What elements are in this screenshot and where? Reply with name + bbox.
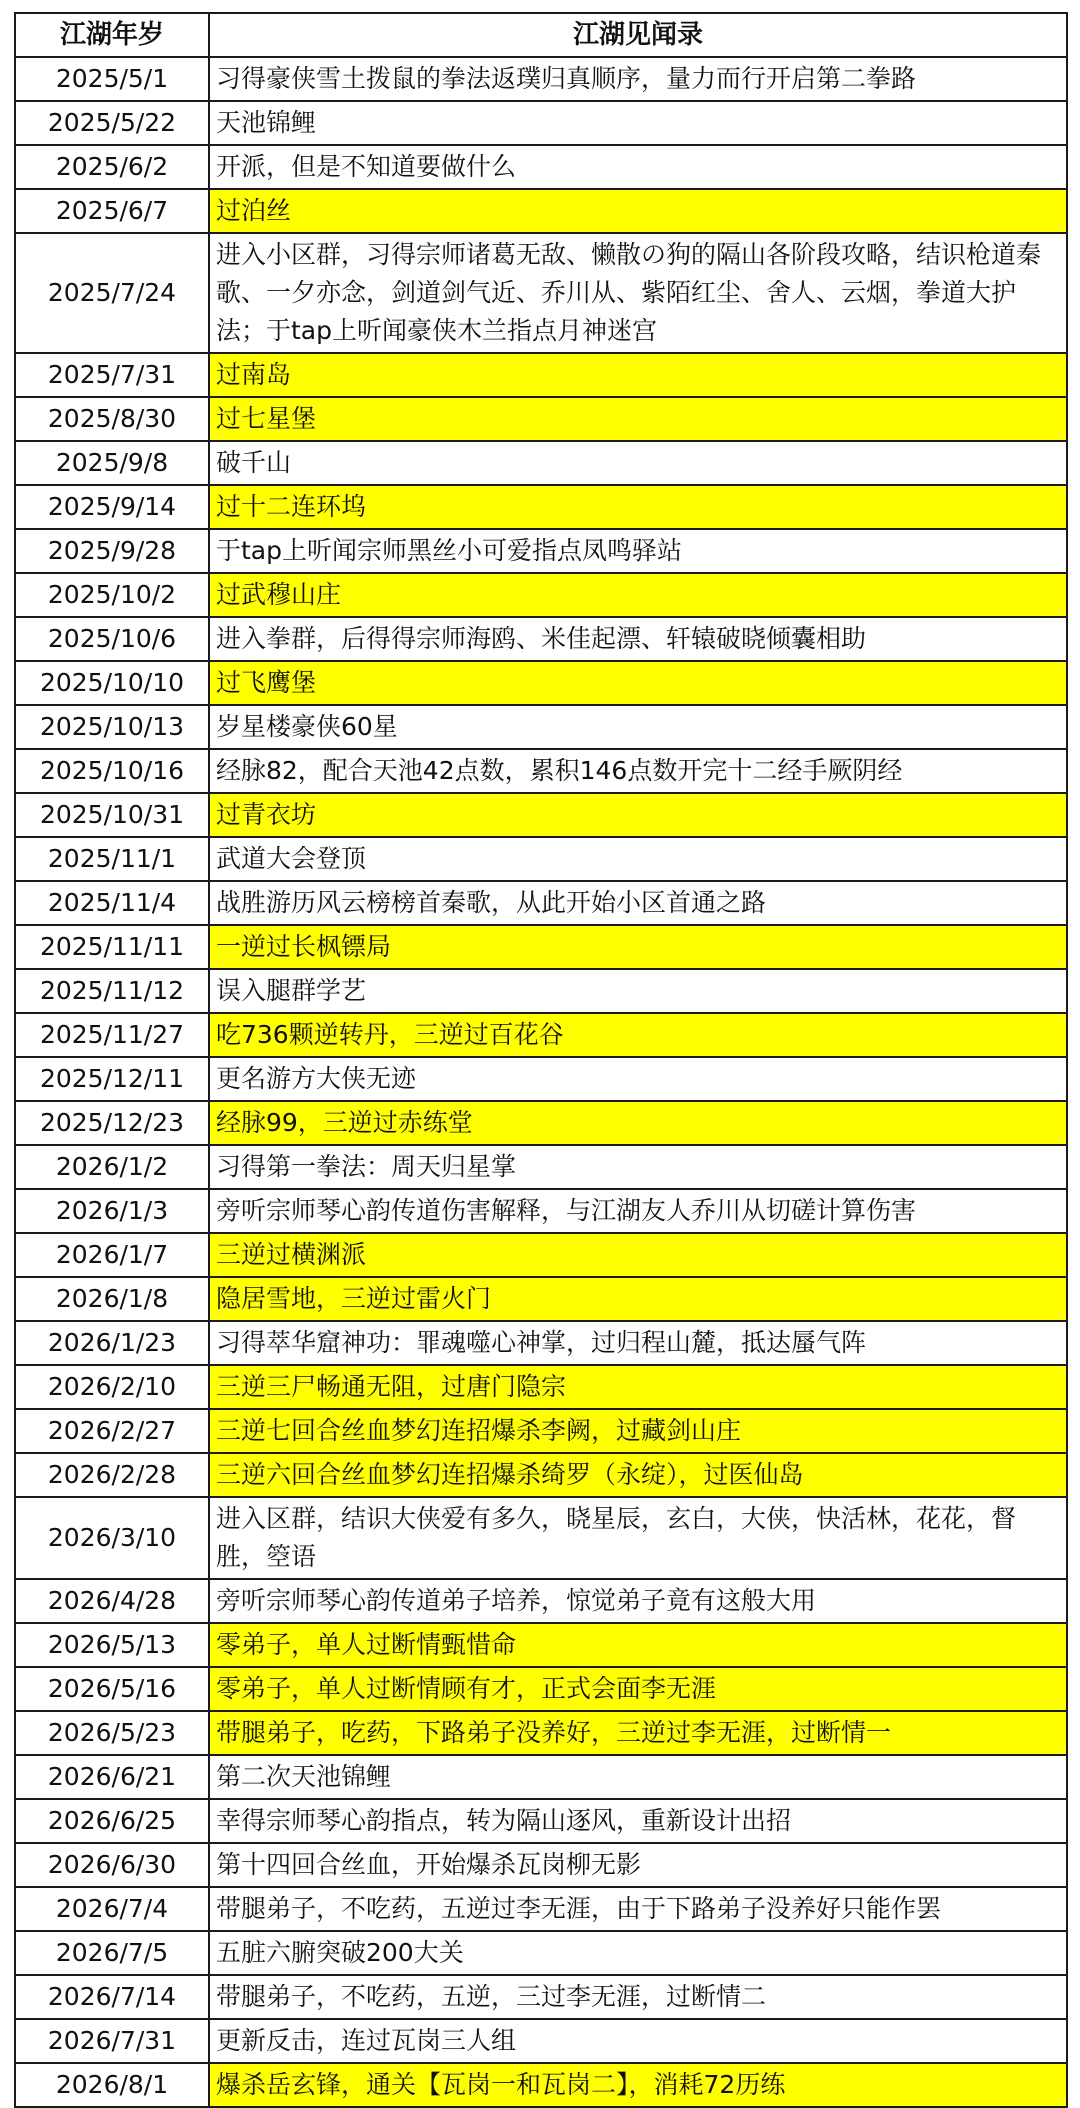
row-record: 习得萃华窟神功：罪魂噬心神掌，过归程山麓，抵达蜃气阵 bbox=[209, 1321, 1067, 1365]
table-row bbox=[15, 2063, 1067, 2107]
table-row bbox=[15, 881, 1067, 925]
table-row bbox=[15, 529, 1067, 573]
table-row bbox=[15, 1013, 1067, 1057]
record-table-container bbox=[14, 12, 1066, 2108]
table-row bbox=[15, 661, 1067, 705]
row-record-highlighted: 爆杀岳玄锋，通关【瓦岗一和瓦岗二】，消耗72历练 bbox=[209, 2063, 1067, 2107]
row-record: 幸得宗师琴心韵指点，转为隔山逐风，重新设计出招 bbox=[209, 1799, 1067, 1843]
row-record-highlighted: 三逆六回合丝血梦幻连招爆杀绮罗（永绽），过医仙岛 bbox=[209, 1453, 1067, 1497]
table-row bbox=[15, 101, 1067, 145]
table-row bbox=[15, 1101, 1067, 1145]
table-row bbox=[15, 1975, 1067, 2019]
row-record: 误入腿群学艺 bbox=[209, 969, 1067, 1013]
row-record-highlighted: 隐居雪地，三逆过雷火门 bbox=[209, 1277, 1067, 1321]
row-date: 2026/7/5 bbox=[15, 1931, 209, 1975]
row-date: 2025/10/31 bbox=[15, 793, 209, 837]
row-date: 2026/4/28 bbox=[15, 1579, 209, 1623]
row-record: 进入小区群，习得宗师诸葛无敌、懒散の狗的隔山各阶段攻略，结识枪道秦歌、一夕亦念，剑道剑气近、乔川从、紫陌红尘、舍人、云烟，拳道大护法；于tap上听闻豪侠木兰指点月神迷宫 bbox=[209, 233, 1067, 353]
table-row bbox=[15, 57, 1067, 101]
table-row bbox=[15, 1453, 1067, 1497]
table-row bbox=[15, 441, 1067, 485]
table-row bbox=[15, 969, 1067, 1013]
row-date: 2025/9/14 bbox=[15, 485, 209, 529]
row-record: 旁听宗师琴心韵传道伤害解释，与江湖友人乔川从切磋计算伤害 bbox=[209, 1189, 1067, 1233]
row-record-highlighted: 过武穆山庄 bbox=[209, 573, 1067, 617]
table-row bbox=[15, 1887, 1067, 1931]
row-record: 第十四回合丝血，开始爆杀瓦岗柳无影 bbox=[209, 1843, 1067, 1887]
row-date: 2025/11/27 bbox=[15, 1013, 209, 1057]
row-record-highlighted: 三逆七回合丝血梦幻连招爆杀李阙，过藏剑山庄 bbox=[209, 1409, 1067, 1453]
row-date: 2026/5/23 bbox=[15, 1711, 209, 1755]
table-row bbox=[15, 1057, 1067, 1101]
row-date: 2026/5/13 bbox=[15, 1623, 209, 1667]
row-date: 2025/8/30 bbox=[15, 397, 209, 441]
table-body bbox=[15, 57, 1067, 2107]
row-record: 武道大会登顶 bbox=[209, 837, 1067, 881]
table-row bbox=[15, 925, 1067, 969]
table-row bbox=[15, 1365, 1067, 1409]
row-date: 2025/10/6 bbox=[15, 617, 209, 661]
row-date: 2026/1/2 bbox=[15, 1145, 209, 1189]
row-date: 2026/7/14 bbox=[15, 1975, 209, 2019]
table-row bbox=[15, 1321, 1067, 1365]
row-record: 天池锦鲤 bbox=[209, 101, 1067, 145]
row-record-highlighted: 带腿弟子，吃药，下路弟子没养好，三逆过李无涯，过断情一 bbox=[209, 1711, 1067, 1755]
table-row bbox=[15, 1277, 1067, 1321]
table-row bbox=[15, 705, 1067, 749]
row-date: 2025/11/1 bbox=[15, 837, 209, 881]
table-row bbox=[15, 617, 1067, 661]
row-date: 2026/2/10 bbox=[15, 1365, 209, 1409]
row-record-highlighted: 过飞鹰堡 bbox=[209, 661, 1067, 705]
row-date: 2025/10/10 bbox=[15, 661, 209, 705]
row-record: 带腿弟子，不吃药，五逆，三过李无涯，过断情二 bbox=[209, 1975, 1067, 2019]
table-row bbox=[15, 793, 1067, 837]
row-record-highlighted: 零弟子，单人过断情顾有才，正式会面李无涯 bbox=[209, 1667, 1067, 1711]
row-record: 第二次天池锦鲤 bbox=[209, 1755, 1067, 1799]
row-record: 进入拳群，后得得宗师海鸥、米佳起漂、轩辕破晓倾囊相助 bbox=[209, 617, 1067, 661]
row-record: 更名游方大侠无迹 bbox=[209, 1057, 1067, 1101]
row-date: 2025/6/2 bbox=[15, 145, 209, 189]
row-date: 2025/5/1 bbox=[15, 57, 209, 101]
row-date: 2025/11/11 bbox=[15, 925, 209, 969]
row-record: 更新反击，连过瓦岗三人组 bbox=[209, 2019, 1067, 2063]
row-record-highlighted: 三逆过横渊派 bbox=[209, 1233, 1067, 1277]
table-row bbox=[15, 1145, 1067, 1189]
table-row bbox=[15, 145, 1067, 189]
table-row bbox=[15, 1755, 1067, 1799]
header-date: 江湖年岁 bbox=[15, 13, 209, 57]
table-row bbox=[15, 1233, 1067, 1277]
row-date: 2025/6/7 bbox=[15, 189, 209, 233]
row-date: 2025/12/11 bbox=[15, 1057, 209, 1101]
table-row bbox=[15, 353, 1067, 397]
row-date: 2025/11/12 bbox=[15, 969, 209, 1013]
row-record-highlighted: 过十二连环坞 bbox=[209, 485, 1067, 529]
row-record: 于tap上听闻宗师黑丝小可爱指点凤鸣驿站 bbox=[209, 529, 1067, 573]
row-record: 旁听宗师琴心韵传道弟子培养，惊觉弟子竟有这般大用 bbox=[209, 1579, 1067, 1623]
row-date: 2025/10/13 bbox=[15, 705, 209, 749]
table-row bbox=[15, 1409, 1067, 1453]
row-date: 2025/12/23 bbox=[15, 1101, 209, 1145]
table-row bbox=[15, 2019, 1067, 2063]
table-row bbox=[15, 189, 1067, 233]
jianghu-record-table bbox=[14, 12, 1068, 2108]
row-date: 2025/5/22 bbox=[15, 101, 209, 145]
row-date: 2025/7/31 bbox=[15, 353, 209, 397]
row-date: 2026/5/16 bbox=[15, 1667, 209, 1711]
row-date: 2026/6/21 bbox=[15, 1755, 209, 1799]
row-record: 经脉82，配合天池42点数，累积146点数开完十二经手厥阴经 bbox=[209, 749, 1067, 793]
table-row bbox=[15, 1667, 1067, 1711]
row-date: 2025/10/16 bbox=[15, 749, 209, 793]
row-record: 进入区群，结识大侠爱有多久，晓星辰，玄白，大侠，快活林，花花，督胜，箜语 bbox=[209, 1497, 1067, 1579]
row-record-highlighted: 三逆三尸畅通无阻，过唐门隐宗 bbox=[209, 1365, 1067, 1409]
row-record-highlighted: 一逆过长枫镖局 bbox=[209, 925, 1067, 969]
table-row bbox=[15, 1711, 1067, 1755]
row-date: 2025/7/24 bbox=[15, 233, 209, 353]
row-date: 2026/6/25 bbox=[15, 1799, 209, 1843]
table-row bbox=[15, 749, 1067, 793]
row-date: 2026/1/23 bbox=[15, 1321, 209, 1365]
row-date: 2025/10/2 bbox=[15, 573, 209, 617]
row-record: 开派，但是不知道要做什么 bbox=[209, 145, 1067, 189]
table-header-row bbox=[15, 13, 1067, 57]
row-record: 带腿弟子，不吃药，五逆过李无涯，由于下路弟子没养好只能作罢 bbox=[209, 1887, 1067, 1931]
row-date: 2026/1/8 bbox=[15, 1277, 209, 1321]
row-record-highlighted: 经脉99，三逆过赤练堂 bbox=[209, 1101, 1067, 1145]
table-row bbox=[15, 485, 1067, 529]
row-record: 五脏六腑突破200大关 bbox=[209, 1931, 1067, 1975]
table-row bbox=[15, 1623, 1067, 1667]
row-date: 2026/1/7 bbox=[15, 1233, 209, 1277]
row-record-highlighted: 零弟子，单人过断情甄惜命 bbox=[209, 1623, 1067, 1667]
table-row bbox=[15, 1799, 1067, 1843]
row-date: 2026/6/30 bbox=[15, 1843, 209, 1887]
row-record-highlighted: 吃736颗逆转丹，三逆过百花谷 bbox=[209, 1013, 1067, 1057]
row-date: 2026/2/28 bbox=[15, 1453, 209, 1497]
row-date: 2026/7/31 bbox=[15, 2019, 209, 2063]
header-record: 江湖见闻录 bbox=[209, 13, 1067, 57]
row-record: 战胜游历风云榜榜首秦歌，从此开始小区首通之路 bbox=[209, 881, 1067, 925]
row-date: 2026/1/3 bbox=[15, 1189, 209, 1233]
row-record-highlighted: 过泊丝 bbox=[209, 189, 1067, 233]
table-row bbox=[15, 837, 1067, 881]
table-row bbox=[15, 1843, 1067, 1887]
table-row bbox=[15, 1931, 1067, 1975]
row-record-highlighted: 过七星堡 bbox=[209, 397, 1067, 441]
row-record: 习得第一拳法：周天归星掌 bbox=[209, 1145, 1067, 1189]
table-row bbox=[15, 1497, 1067, 1579]
row-record: 习得豪侠雪土拨鼠的拳法返璞归真顺序，量力而行开启第二拳路 bbox=[209, 57, 1067, 101]
row-record-highlighted: 过青衣坊 bbox=[209, 793, 1067, 837]
row-date: 2025/11/4 bbox=[15, 881, 209, 925]
table-row bbox=[15, 1579, 1067, 1623]
table-row bbox=[15, 573, 1067, 617]
row-date: 2026/3/10 bbox=[15, 1497, 209, 1579]
row-date: 2026/2/27 bbox=[15, 1409, 209, 1453]
row-date: 2025/9/28 bbox=[15, 529, 209, 573]
row-record: 岁星楼豪侠60星 bbox=[209, 705, 1067, 749]
row-date: 2025/9/8 bbox=[15, 441, 209, 485]
table-row bbox=[15, 397, 1067, 441]
row-date: 2026/7/4 bbox=[15, 1887, 209, 1931]
row-record: 破千山 bbox=[209, 441, 1067, 485]
table-row bbox=[15, 1189, 1067, 1233]
table-row bbox=[15, 233, 1067, 353]
row-record-highlighted: 过南岛 bbox=[209, 353, 1067, 397]
row-date: 2026/8/1 bbox=[15, 2063, 209, 2107]
